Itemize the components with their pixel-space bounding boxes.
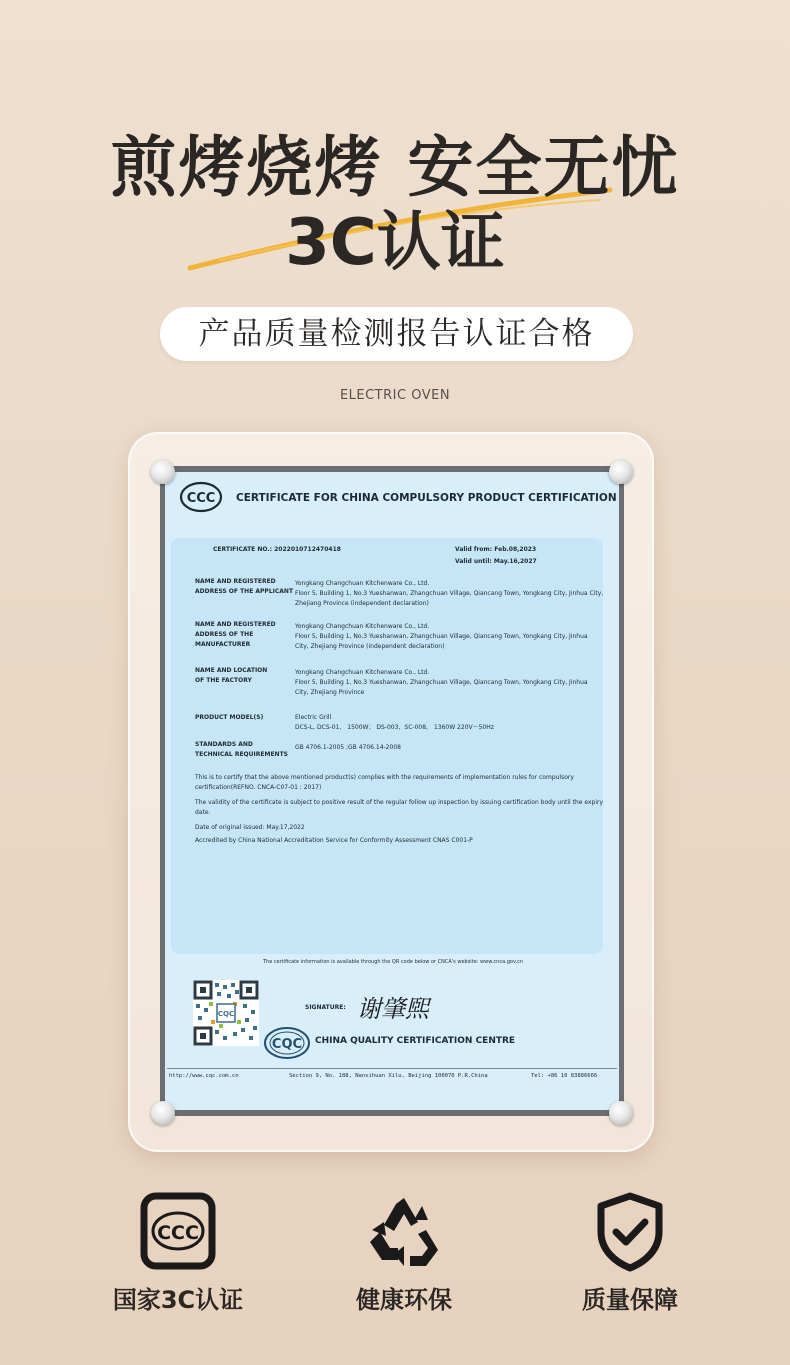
centre-name: CHINA QUALITY CERTIFICATION CENTRE bbox=[315, 1036, 516, 1046]
hero-line2: 3C认证 bbox=[285, 206, 505, 280]
qr-note: The certificate information is available through the QR code below or CNCA's website: www.cnca.gov.cn bbox=[263, 959, 524, 965]
pin-bottom-right bbox=[609, 1101, 633, 1125]
pin-bottom-left bbox=[151, 1101, 175, 1125]
factory-value: Yongkang Changchuan Kitchenware Co., Ltd. Floor 5, Building 1, No.3 Yueshanwan, Zhangchuan Village, Qiancang Town, Yongkang City, Jinhua City, Zhejiang Province bbox=[295, 669, 588, 696]
product-subtitle: ELECTRIC OVEN bbox=[339, 388, 451, 403]
cqc-logo-icon bbox=[263, 1026, 311, 1060]
recycle-icon bbox=[364, 1192, 444, 1272]
qr-code-icon bbox=[193, 980, 259, 1046]
cert-number: CERTIFICATE NO.: 2022010712470418 bbox=[213, 546, 341, 553]
footer-address: Section 9, No. 188, Nansihuan Xilu, Beijing 100070 P.R.China bbox=[289, 1073, 488, 1079]
certify-statement: This is to certify that the above mentioned product(s) complies with the requirements of implementation rules for compulsory certification(REFNO. CNCA-C07-01 : 2017) bbox=[195, 774, 574, 791]
accreditation: Accredited by China National Accreditation Service for Conformity Assessment CNAS C001-P bbox=[195, 837, 473, 844]
feature-quality bbox=[530, 1192, 730, 1315]
applicant-label: NAME AND REGISTERED ADDRESS OF THE APPLICANT bbox=[195, 578, 294, 595]
feature-ccc-label: 国家3C认证 bbox=[112, 1286, 244, 1314]
feature-quality-label: 质量保障 bbox=[582, 1286, 678, 1314]
signature-label: SIGNATURE: bbox=[305, 1004, 346, 1011]
manufacturer-value: Yongkang Changchuan Kitchenware Co., Ltd. Floor 5, Building 1, No.3 Yueshanwan, Zhangchuan Village, Qiancang Town, Yongkang City, Jinhua City, Zhejiang Province (independent declaration) bbox=[295, 623, 588, 650]
hero-line1: 煎烤烧烤 安全无忧 bbox=[110, 129, 680, 206]
svg-text:CCC: CCC bbox=[157, 1222, 199, 1244]
applicant-value: Yongkang Changchuan Kitchenware Co., Ltd. Floor 5, Building 1, No.3 Yueshanwan, Zhangchuan Village, Qiancang Town, Yongkang City, Jinhua City, Zhejiang Province (independent declaration) bbox=[295, 580, 604, 607]
pin-top-right bbox=[609, 460, 633, 484]
signature: 谢肇煕 bbox=[357, 995, 429, 1023]
subtitle-pill bbox=[160, 307, 633, 361]
valid-from: Valid from: Feb.08,2023 bbox=[455, 546, 537, 553]
feature-ccc bbox=[78, 1192, 278, 1315]
validity-statement: The validity of the certificate is subject to positive result of the regular follow up inspection by issuing certification body until the expiry date. bbox=[195, 799, 603, 816]
standards-label: STANDARDS AND TECHNICAL REQUIREMENTS bbox=[195, 741, 288, 758]
issue-date: Date of original issued: May.17,2022 bbox=[195, 824, 305, 831]
product-model-value: Electric Grill DCS-L, DCS-01， 1500W； DS-003，SC-008， 1360W 220V～50Hz bbox=[295, 714, 494, 731]
footer-url: http://www.cqc.com.cn bbox=[169, 1073, 239, 1079]
pill-text: 产品质量检测报告认证合格 bbox=[198, 316, 595, 352]
feature-eco bbox=[304, 1192, 504, 1315]
shield-check-icon bbox=[595, 1192, 665, 1272]
cqc-logo-text: CQC bbox=[271, 1037, 303, 1052]
manufacturer-label: NAME AND REGISTERED ADDRESS OF THE MANUFACTURER bbox=[195, 621, 276, 648]
svg-text:CQC: CQC bbox=[217, 1010, 235, 1018]
footer-divider bbox=[167, 1068, 617, 1069]
factory-label: NAME AND LOCATION OF THE FACTORY bbox=[195, 667, 268, 684]
feature-eco-label: 健康环保 bbox=[356, 1286, 452, 1314]
certificate bbox=[165, 472, 619, 1110]
standards-value: GB 4706.1-2005 ;GB 4706.14-2008 bbox=[295, 744, 401, 751]
pin-top-left bbox=[151, 460, 175, 484]
ccc-logo-icon bbox=[179, 481, 223, 513]
ccc-logo-text: CCC bbox=[186, 491, 216, 506]
hero-heading bbox=[0, 130, 790, 278]
ccc-icon bbox=[140, 1192, 216, 1270]
certificate-title: CERTIFICATE FOR CHINA COMPULSORY PRODUCT CERTIFICATION bbox=[236, 492, 617, 504]
product-model-label: PRODUCT MODEL(S) bbox=[195, 714, 264, 721]
footer-tel: Tel: +86 10 83886666 bbox=[531, 1073, 598, 1079]
valid-until: Valid until: May.16,2027 bbox=[455, 558, 537, 565]
